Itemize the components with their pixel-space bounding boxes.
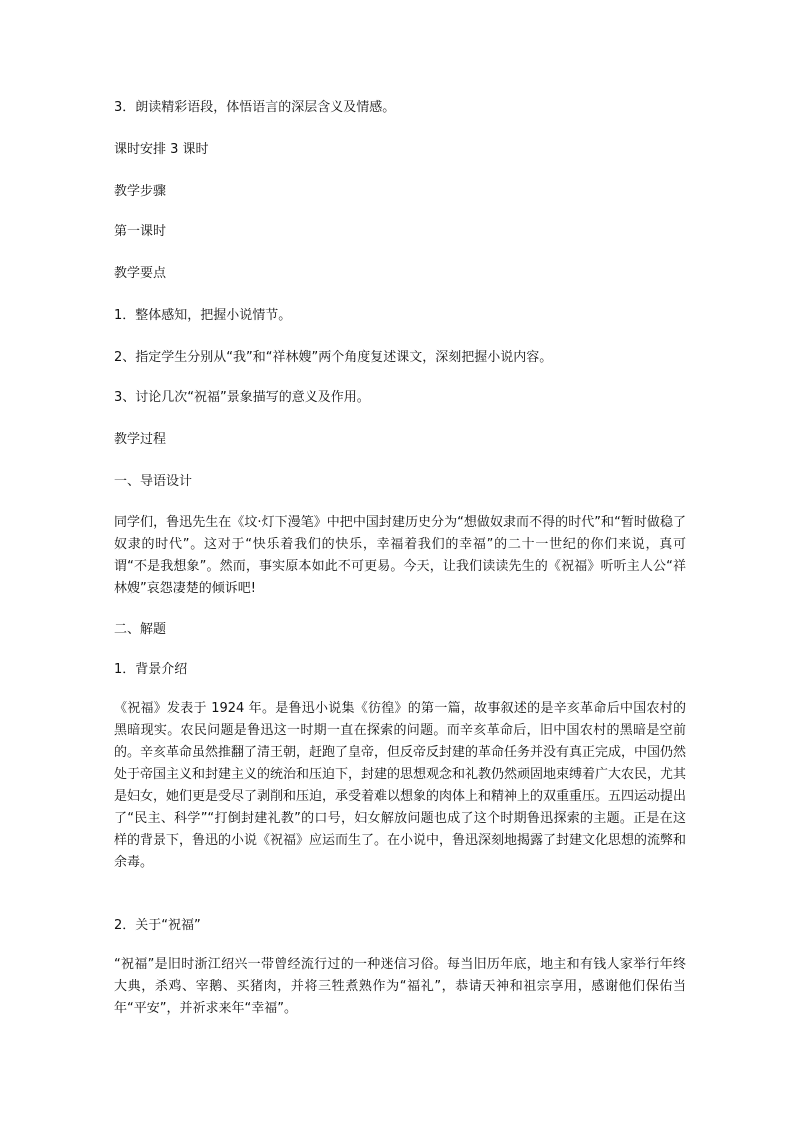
lesson-one-heading: 第一课时 — [114, 224, 167, 239]
section-1-heading: 一、导语设计 — [114, 474, 193, 489]
section-2-heading: 二、解题 — [114, 622, 167, 637]
schedule-text: 课时安排 3 课时 — [114, 142, 209, 157]
background-heading: 1．背景介绍 — [114, 662, 188, 677]
steps-heading: 教学步骤 — [114, 184, 167, 199]
key-point-3: 3、讨论几次“祝福”景象描写的意义及作用。 — [114, 390, 370, 405]
background-paragraph: 《祝福》发表于 1924 年。是鲁迅小说集《彷徨》的第一篇，故事叙述的是辛亥革命后中国农村的黑暗现实。农民问题是鲁迅这一时期一直在探索的问题。而辛亥革命后，旧中国农村的黑暗是空前的。辛亥革命虽然推翻了清王朝，赶跑了皇帝，但反帝反封建的革命任务并没有真正完成，中国仍然处于帝国主义和封建主义的统治和压迫下，封建的思想观念和礼教仍然顽固地束缚着广大农民，尤其是妇女，她们更是受尽了剥削和压迫，承受着难以想象的肉体上和精神上的双重重压。五四运动提出了“民主、科学”“打倒封建礼教”的口号，妇女解放问题也成了这个时期鲁迅探索的主题。正是在这样的背景下，鲁迅的小说《祝福》应运而生了。在小说中，鲁迅深刻地揭露了封建文化思想的流弊和余毒。 — [114, 701, 687, 870]
about-paragraph: “祝福”是旧时浙江绍兴一带曾经流行过的一种迷信习俗。每当旧历年底，地主和有钱人家举行年终大典，杀鸡、宰鹅、买猪肉，并将三牲煮熟作为“福礼”，恭请天神和祖宗享用，感谢他们保佑当年“平安”，并祈求来年“幸福”。 — [114, 957, 686, 1016]
intro-paragraph: 同学们，鲁迅先生在《坟·灯下漫笔》中把中国封建历史分为“想做奴隶而不得的时代”和“暂时做稳了奴隶的时代”。这对于“快乐着我们的快乐，幸福着我们的幸福”的二十一世纪的你们来说，真可谓“不是我想象”。然而，事实原本如此不可更易。今天，让我们读读先生的《祝福》听听主人公“祥林嫂”哀怨凄楚的倾诉吧! — [114, 515, 686, 596]
key-points-heading: 教学要点 — [114, 266, 167, 281]
key-point-1: 1．整体感知，把握小说情节。 — [114, 308, 292, 323]
process-heading: 教学过程 — [114, 432, 167, 447]
about-heading: 2．关于“祝福” — [114, 918, 201, 933]
objective-3-text: 3．朗读精彩语段，体悟语言的深层含义及情感。 — [114, 100, 396, 115]
key-point-2: 2、指定学生分别从“我”和“祥林嫂”两个角度复述课文，深刻把握小说内容。 — [114, 350, 553, 365]
